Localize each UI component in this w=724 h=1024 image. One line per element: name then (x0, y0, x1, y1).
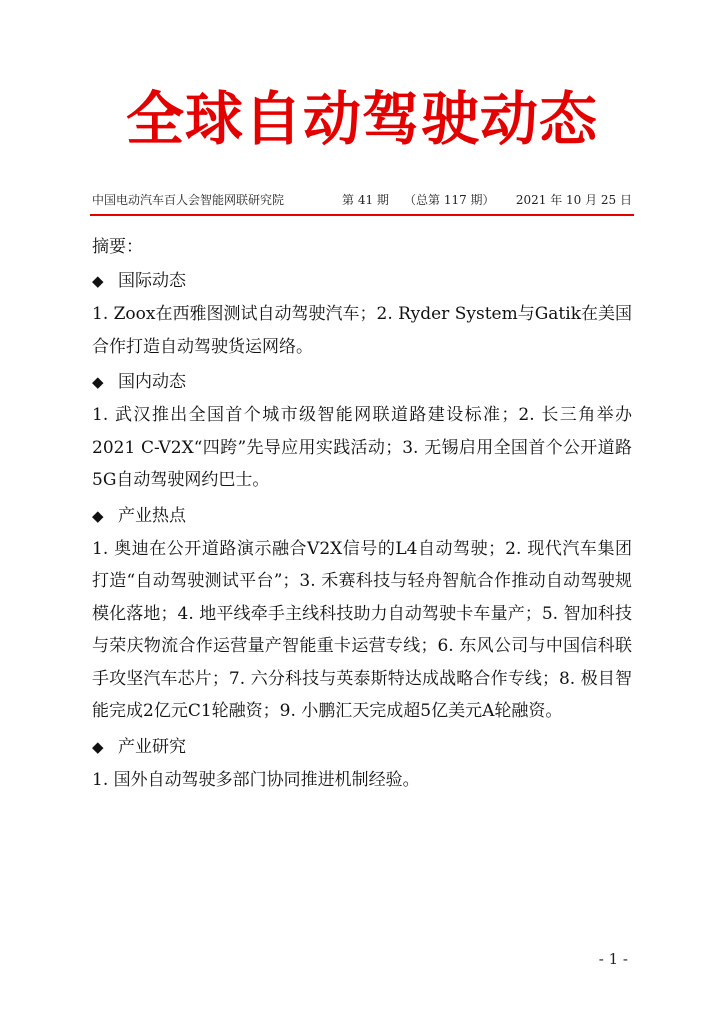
masthead-title: 全球自动驾驶动态 (125, 85, 598, 153)
diamond-bullet-icon: ◆ (92, 506, 104, 525)
section-heading (92, 499, 632, 533)
total-issue-number: （总第 117 期） (404, 193, 495, 207)
section-heading-text: 国际动态 (118, 271, 186, 291)
section-heading (92, 730, 632, 764)
diamond-bullet-icon: ◆ (92, 373, 104, 391)
section-body: 1. 武汉推出全国首个城市级智能网联道路建设标准；2. 长三角举办2021 C-V2X“四跨”先导应用实践活动；3. 无锡启用全国首个公开道路5G自动驾驶网约巴士。 (92, 405, 632, 490)
abstract-content (92, 230, 632, 798)
issue-number: 第 41 期 (342, 193, 389, 207)
section-body: 1. Zoox在西雅图测试自动驾驶汽车；2. Ryder System与Gatik在美国合作打造自动驾驶货运网络。 (92, 304, 632, 357)
section-body: 1. 国外自动驾驶多部门协同推进机制经验。 (92, 769, 420, 790)
section-domestic (92, 365, 632, 497)
page-number: - 1 - (598, 950, 628, 968)
section-industry-research (92, 730, 632, 797)
section-heading-text: 产业热点 (118, 505, 186, 526)
section-heading (92, 264, 632, 298)
abstract-label: 摘要： (92, 237, 143, 257)
section-industry-hotspots (92, 499, 632, 728)
issuing-organization: 中国电动汽车百人会智能网联研究院 (92, 193, 285, 207)
section-heading-text: 产业研究 (118, 736, 186, 757)
section-international (92, 264, 632, 363)
diamond-bullet-icon: ◆ (92, 272, 104, 290)
section-body: 1. 奥迪在公开道路演示融合V2X信号的L4自动驾驶；2. 现代汽车集团打造“自动驾驶测试平台”；3. 禾赛科技与轻舟智航合作推动自动驾驶规模化落地；4. 地平线牵手主线科技助力自动驾驶卡车量产；5. 智加科技与荣庆物流合作运营量产智能重卡运营专线；6. 东风公司与中国信科联手攻坚汽车芯片；7. 六分科技与英泰斯特达成战略合作专线；8. 极目智能完成2亿元C1轮融资；9. 小鹏汇天完成超5亿美元A轮融资。 (92, 538, 632, 721)
diamond-bullet-icon: ◆ (92, 737, 104, 756)
section-heading-text: 国内动态 (118, 372, 186, 392)
issue-date: 2021 年 10 月 25 日 (515, 193, 632, 207)
header-divider (90, 214, 634, 216)
issue-info-line (92, 191, 632, 209)
section-heading (92, 365, 632, 399)
